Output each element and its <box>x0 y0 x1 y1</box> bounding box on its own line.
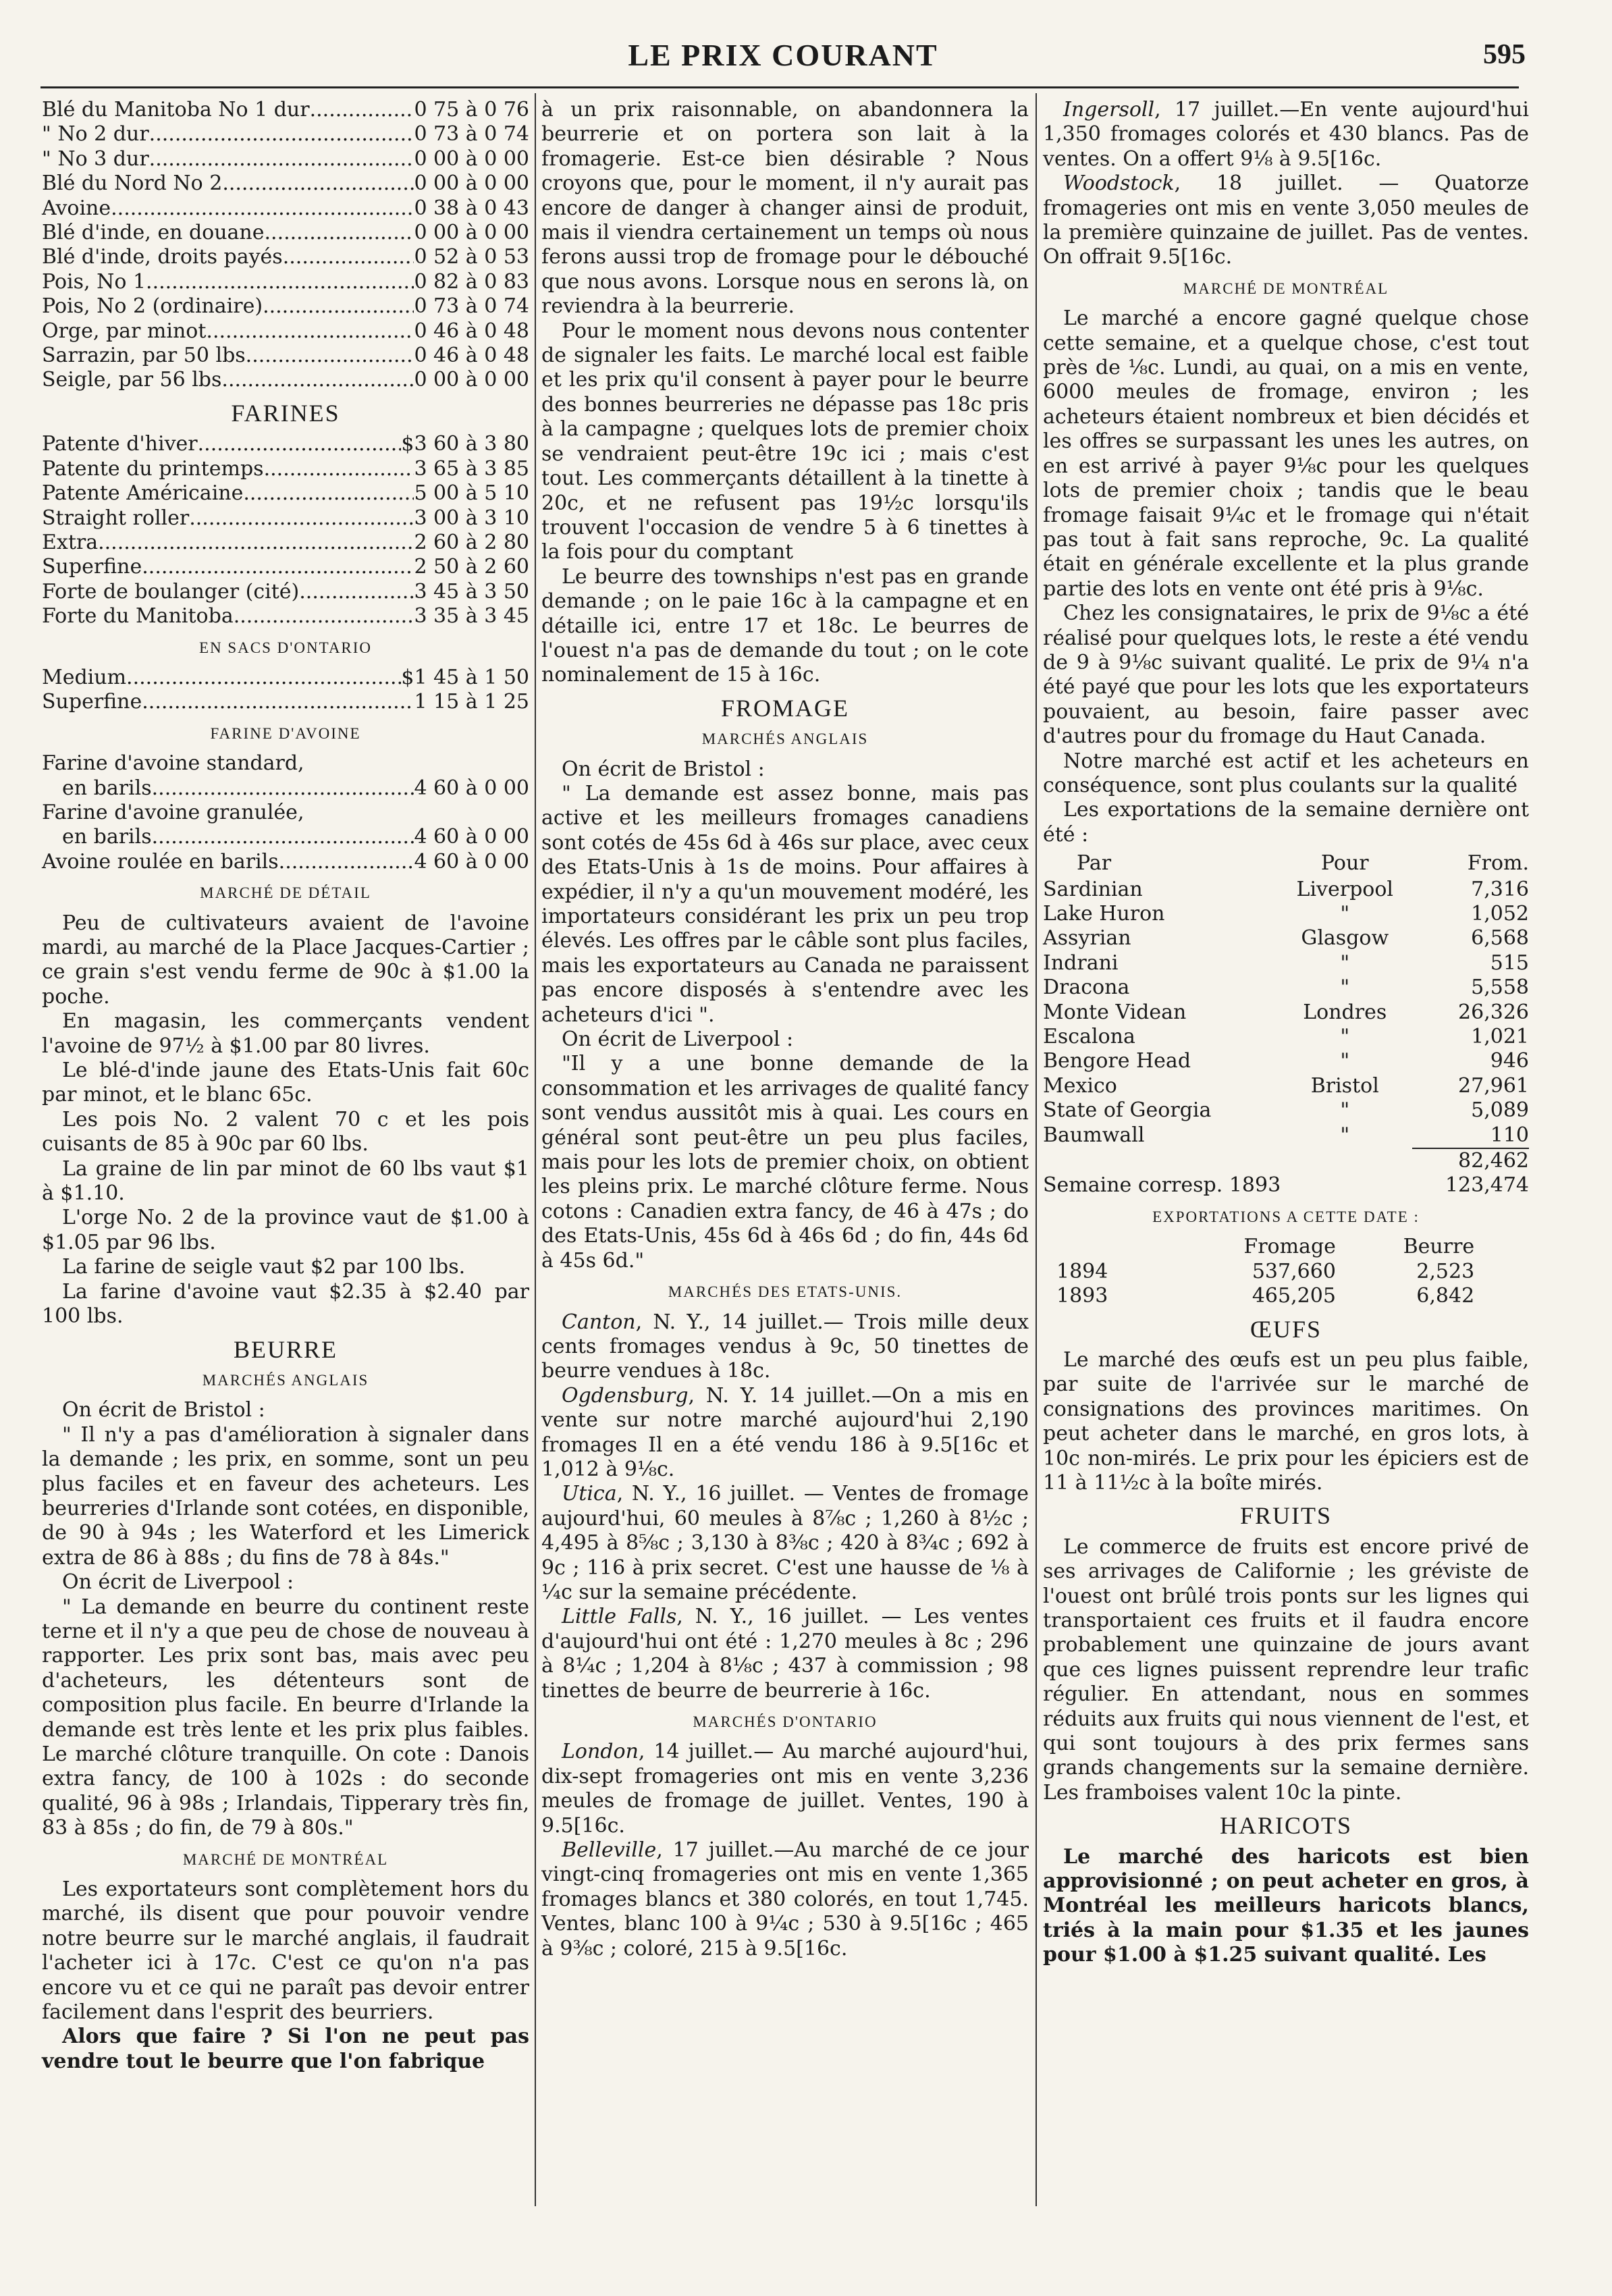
leader-dots <box>152 825 414 849</box>
destination: " <box>1340 1049 1350 1073</box>
quantity: 1,052 <box>1471 902 1529 926</box>
leader-dots <box>98 531 414 555</box>
leader-dots <box>310 98 414 122</box>
leader-dots <box>299 580 414 604</box>
place-name: Woodstock <box>1063 171 1175 196</box>
price-label: Blé d'inde, en douane <box>42 221 265 245</box>
market-report <box>541 1310 1029 1384</box>
price-value: 0 75 à 0 76 <box>414 98 529 122</box>
exports-table <box>1043 851 1529 1198</box>
price-value: 2 50 à 2 60 <box>414 555 529 579</box>
price-value: 0 38 à 0 43 <box>414 196 529 220</box>
table-header-row <box>1056 1235 1474 1259</box>
price-label: " No 3 dur <box>42 146 149 171</box>
sacks-price-list <box>42 666 529 715</box>
price-row <box>42 294 529 319</box>
price-row-label: Farine d'avoine granulée, <box>42 800 304 824</box>
place-name: London <box>562 1740 639 1764</box>
price-label: Superfine <box>42 690 142 714</box>
table-row <box>1043 902 1529 926</box>
leader-dots <box>111 196 414 221</box>
quantity: 110 <box>1490 1123 1529 1147</box>
subsection-title-detail: MARCHÉ DE DÉTAIL <box>200 884 371 902</box>
price-value: 0 46 à 0 48 <box>414 319 529 343</box>
price-label: Forte de boulanger (cité) <box>42 579 300 604</box>
price-label: Superfine <box>42 555 142 579</box>
section-title-oeufs: ŒUFS <box>1250 1315 1322 1343</box>
table-row <box>1043 878 1529 902</box>
ship-name: Lake Huron <box>1043 902 1165 926</box>
beurre-value: 2,523 <box>1416 1259 1475 1283</box>
paragraph: Les exportations de la semaine dernière ont été : <box>1043 798 1529 847</box>
price-label: Patente du printemps <box>42 456 264 481</box>
market-report <box>541 1838 1029 1961</box>
empty-cell <box>1043 1148 1277 1173</box>
ship-name: Mexico <box>1043 1073 1117 1098</box>
destination: " <box>1340 902 1350 926</box>
subsection-title-exportations-date: EXPORTATIONS A CETTE DATE : <box>1152 1208 1420 1225</box>
price-label: Avoine roulée en barils <box>42 849 279 874</box>
year: 1894 <box>1056 1259 1108 1283</box>
empty-cell <box>1277 1148 1412 1173</box>
destination: " <box>1340 1123 1350 1148</box>
section-title-beurre: BEURRE <box>233 1335 338 1363</box>
price-value: 2 60 à 2 80 <box>414 530 529 554</box>
grain-price-list <box>42 98 529 393</box>
quantity: 946 <box>1490 1049 1529 1073</box>
paragraph: Le marché a encore gagné quelque chose cette semaine, et a quelque chose, c'est tout près de ⅛c. Lundi, au quai, on a mis en vente, 6000 meules de fromage, environ ; les acheteurs étaient nombreux et bien décidés et les offres se surpassant les unes les autres, on en est arrivé à payer 9⅛c pour les quelques lots de premier choix ; tandis que le beau fromage faisait 9¼c et le fromage qui n'était pas tout à fait sans reproche, 9c. La qualité était en générale excellente et la plus grande partie des lots en vente ont été pris à 9⅛c. <box>1043 306 1529 601</box>
page-number: 595 <box>1483 39 1526 70</box>
subsection-title-avoine: FARINE D'AVOINE <box>210 724 361 742</box>
ship-name: Escalona <box>1043 1025 1135 1049</box>
column-header: From. <box>1467 851 1529 876</box>
destination: " <box>1340 1025 1350 1049</box>
market-report <box>1043 98 1529 171</box>
quantity: 6,568 <box>1471 926 1529 951</box>
place-name: Belleville <box>562 1838 657 1863</box>
quantity: 5,558 <box>1471 976 1529 1000</box>
page-title: LE PRIX COURANT <box>628 38 938 72</box>
paragraph: " Il n'y a pas d'amélioration à signaler dans la demande ; les prix, en somme, sont un peu plus faciles et en faveur des acheteurs. Les beurreries d'Irlande sont cotées, en disponible, de 90 à 94s ; les Waterford et les Limerick extra de 86 à 88s ; du fins de 78 à 84s." <box>42 1422 529 1570</box>
column-divider-1 <box>535 93 536 2206</box>
price-label: Avoine <box>42 196 111 220</box>
leader-dots <box>221 368 414 392</box>
table-row <box>1056 1260 1474 1284</box>
section-title-fruits: FRUITS <box>1239 1502 1333 1530</box>
table-row <box>1043 951 1529 976</box>
price-label: Pois, No 2 (ordinaire) <box>42 294 263 319</box>
subsection-title-ontario: MARCHÉS D'ONTARIO <box>693 1713 878 1730</box>
report-text: , N. Y., 16 juillet. — Les ventes d'aujourd'hui ont été : 1,270 meules à 8c ; 296 à 8¼c ; 1,204 à 8⅛c ; 437 à commission ; 98 tinettes de beurre de beurrerie à 16c. <box>541 1605 1029 1703</box>
paragraph: On écrit de Bristol : <box>562 757 765 781</box>
leader-dots <box>243 481 414 506</box>
price-row <box>42 171 529 196</box>
destination: " <box>1340 976 1350 1000</box>
price-row-label: Farine d'avoine standard, <box>42 751 304 776</box>
price-row <box>42 776 529 801</box>
place-name: Canton <box>562 1310 636 1334</box>
price-row <box>42 531 529 555</box>
column-3 <box>1043 98 1529 1968</box>
report-text: , 14 juillet.— Au marché aujourd'hui, dix-sept fromageries ont mis en vente 3,236 meules de fromage de juillet. Ventes, 190 à 9.5[16c. <box>541 1740 1029 1838</box>
price-value: 0 82 à 0 83 <box>414 269 529 294</box>
price-label: Straight roller <box>42 506 190 530</box>
leader-dots <box>152 776 414 801</box>
report-text: , 17 juillet.—Au marché de ce jour vingt-cinq fromageries ont mis en vente 1,365 fromages blancs et 380 colorés, en tout 1,745. Ventes, blanc 100 à 9¼c ; 530 à 9.5[16c ; 465 à 9⅜c ; coloré, 215 à 9.5[16c. <box>541 1838 1029 1960</box>
table-row <box>1043 1049 1529 1073</box>
header-rule <box>41 86 1519 88</box>
ship-name: Sardinian <box>1043 877 1143 901</box>
empty-cell <box>1056 1235 1156 1259</box>
price-label: Pois, No 1 <box>42 269 146 294</box>
paragraph: Le commerce de fruits est encore privé de ses arrivages de Californie ; les gréviste de l'ouest ont brûlé trois ponts sur les lignes qui transportaient ces fruits et il faudra encore probablement une quinzaine de jours avant que ces lignes puissent reprendre leur trafic régulier. En attendant, nous en sommes réduits aux fruits qui nous viennent de l'est, et qui sont toujours à des prix fermes sans grands changements sur la semaine dernière. Les framboises valent 10c la pinte. <box>1043 1534 1529 1805</box>
oatmeal-price-list <box>42 751 529 874</box>
market-report <box>541 1482 1029 1605</box>
price-row <box>42 850 529 874</box>
leader-dots <box>149 147 414 171</box>
paragraph: "Il y a une bonne demande de la consommation et les arrivages de qualité fancy sont vendus aussitôt mis à quai. Les cours en général sont peut-être un peu plus faciles, mais pour les lots de premier choix, on obtient les pleins prix. Le marché clôture ferme. Nous cotons : Canadien extra fancy, de 46 à 47s ; do des Etats-Unis, 45s 6d à 46s 6d ; do fin, 44s 6d à 45s 6d." <box>541 1052 1029 1273</box>
leader-dots <box>198 432 402 456</box>
price-row <box>42 122 529 146</box>
price-row <box>42 344 529 368</box>
leader-dots <box>189 506 414 531</box>
paragraph: Alors que faire ? Si l'on ne peut pas vendre tout le beurre que l'on fabrique <box>42 2025 529 2073</box>
destination: Glasgow <box>1301 926 1389 951</box>
leader-dots <box>283 245 414 269</box>
table-row <box>1043 1000 1529 1025</box>
price-label: Patente d'hiver <box>42 432 198 456</box>
subsection-title-beurre-montreal: MARCHÉ DE MONTRÉAL <box>182 1850 389 1868</box>
year: 1893 <box>1056 1284 1108 1308</box>
price-label: en barils <box>62 776 152 800</box>
price-label: en barils <box>62 825 152 849</box>
price-row <box>42 319 529 344</box>
ship-name: State of Georgia <box>1043 1098 1212 1123</box>
price-row <box>42 368 529 392</box>
page-header <box>41 37 1526 82</box>
ship-name: Assyrian <box>1043 926 1131 951</box>
price-row <box>42 506 529 531</box>
column-header: Pour <box>1320 851 1369 876</box>
ship-name: Dracona <box>1043 976 1130 1000</box>
paragraph: à un prix raisonnable, on abandonnera la beurrerie et on portera son lait à la fromagerie. Est-ce bien désirable ? Nous croyons que, pour le moment, il n'y aurait pas encore de danger à changer ainsi de produit, mais il viendra certainement un temps où nous ferons aussi trop de fromage pour le débouché que nous avons. Lorsque nous en serons là, on reviendra à la beurrerie. <box>541 98 1029 319</box>
paragraph: Notre marché est actif et les acheteurs en conséquence, sont plus coulants sur la qualité <box>1043 749 1529 797</box>
price-label: Blé d'inde, droits payés <box>42 245 283 269</box>
total-row <box>1043 1148 1529 1173</box>
price-row <box>42 432 529 456</box>
column-header: Fromage <box>1243 1235 1336 1259</box>
paragraph: Les pois No. 2 valent 70 c et les pois cuisants de 85 à 90c par 60 lbs. <box>42 1107 529 1156</box>
paragraph: Le beurre des townships n'est pas en grande demande ; on le paie 16c à la campagne et en détaille ici, entre 17 et 18c. Le beurres de l'ouest n'a pas de demande du tout ; on le cote nominalement de 15 à 16c. <box>541 564 1029 687</box>
leader-dots <box>279 850 414 874</box>
price-row <box>42 481 529 506</box>
price-label: Seigle, par 56 lbs <box>42 368 222 392</box>
price-value: 0 73 à 0 74 <box>414 294 529 319</box>
price-row <box>42 270 529 294</box>
paragraph: On écrit de Bristol : <box>62 1398 265 1422</box>
place-name: Little Falls <box>562 1605 677 1629</box>
leader-dots <box>264 457 414 481</box>
paragraph: Peu de cultivateurs avaient de l'avoine mardi, au marché de la Place Jacques-Cartier ; ce grain s'est vendu ferme de 90c à $1.00 la poche. <box>42 911 529 1009</box>
table-row <box>1043 1123 1529 1148</box>
destination: Liverpool <box>1296 877 1393 901</box>
price-label: Blé du Manitoba No 1 dur <box>42 98 310 122</box>
price-value: 0 00 à 0 00 <box>414 368 529 392</box>
paragraph: " La demande en beurre du continent reste terne et il n'y a que peu de chose de nouveau à rapporter. Les prix sont bas, mais avec peu d'acheteurs, les détenteurs sont de composition plus facile. En beurre d'Irlande la demande est très lente et les prix plus faibles. Le marché clôture tranquille. On cote : Danois extra fancy, de 100 à 102s : do seconde qualité, 96 à 98s ; Irlandais, Tipperary très fin, 83 à 85s ; do fin, de 79 à 80s." <box>42 1595 529 1840</box>
column-divider-2 <box>1036 93 1037 2206</box>
price-row <box>42 666 529 690</box>
price-value: 4 60 à 0 00 <box>414 776 529 800</box>
paragraph: Le marché des œufs est un peu plus faible, par suite de l'arrivée sur le marché de consignations des provinces maritimes. On peut acheter dans le marché, en gros lots, à 10c non-mirés. Le prix pour les épiciers est de 11 à 11½c à la boîte mirés. <box>1043 1347 1529 1495</box>
leader-dots <box>265 221 414 245</box>
paragraph: Chez les consignataires, le prix de 9⅛c a été réalisé pour quelques lots, le reste a été vendu de 9 à 9⅛c suivant qualité. Le prix de 9¼ n'a été payé que pour les lots que les exportateurs pouvaient, au besoin, faire passer avec d'autres pour du fromage du Haut Canada. <box>1043 602 1529 749</box>
leader-dots <box>222 171 414 196</box>
price-value: 4 60 à 0 00 <box>414 849 529 874</box>
quantity: 7,316 <box>1471 877 1529 901</box>
leader-dots <box>234 604 414 629</box>
leader-dots <box>263 294 414 319</box>
price-value: 0 73 à 0 74 <box>414 122 529 146</box>
destination: " <box>1340 951 1350 975</box>
price-value: 0 00 à 0 00 <box>414 171 529 196</box>
table-row <box>1043 1074 1529 1098</box>
report-text: , N. Y. 14 juillet.—On a mis en vente sur notre marché aujourd'hui 2,190 fromages Il en a été vendu 186 à 9.5[16c et 1,012 à 9⅛c. <box>541 1383 1029 1481</box>
report-text: , N. Y., 16 juillet. — Ventes de fromage aujourd'hui, 60 meules à 8⅞c ; 1,260 à 8½c ; 4,495 à 8⅝c ; 3,130 à 8⅜c ; 420 à 8¾c ; 692 à 9c ; 116 à prix secret. C'est une hausse de ⅛ à ¼c sur la semaine précédente. <box>541 1482 1029 1604</box>
ship-name: Indrani <box>1043 951 1119 975</box>
price-row <box>42 98 529 122</box>
fromage-value: 537,660 <box>1252 1259 1336 1283</box>
price-row <box>42 245 529 269</box>
price-label: Medium <box>42 665 127 689</box>
price-label: Forte du Manitoba <box>42 604 234 629</box>
market-report <box>1043 171 1529 270</box>
market-report <box>541 1384 1029 1483</box>
quantity: 515 <box>1490 951 1529 975</box>
destination: " <box>1340 1098 1350 1123</box>
paragraph: Les exportateurs sont complètement hors du marché, ils disent que pour pouvoir vendre notre beurre sur le marché anglais, il faudrait l'acheter ici à 17c. C'est ce qu'on n'a pas encore vu et ce qui ne paraît pas devoir entrer facilement dans l'esprit des beurriers. <box>42 1877 529 2025</box>
price-row <box>42 604 529 629</box>
price-row <box>42 457 529 481</box>
paragraph: L'orge No. 2 de la province vaut de $1.00 à $1.05 par 96 lbs. <box>42 1206 529 1254</box>
market-report <box>541 1605 1029 1703</box>
report-text: , N. Y., 14 juillet.— Trois mille deux cents fromages vendus à 9c, 50 tinettes de beurre vendues à 18c. <box>541 1310 1029 1383</box>
paragraph: En magasin, les commerçants vendent l'avoine de 97½ à $1.00 par 80 livres. <box>42 1009 529 1058</box>
place-name: Utica <box>562 1482 617 1506</box>
column-header: Par <box>1077 851 1112 876</box>
row-label: Semaine corresp. 1893 <box>1043 1173 1281 1198</box>
table-row <box>1043 976 1529 1000</box>
paragraph: La farine d'avoine vaut $2.35 à $2.40 par 100 lbs. <box>42 1279 529 1329</box>
table-row <box>1043 926 1529 951</box>
price-label: Orge, par minot <box>42 319 207 343</box>
quantity: 26,326 <box>1458 1000 1529 1024</box>
leader-dots <box>142 690 414 714</box>
destination: Bristol <box>1310 1073 1379 1098</box>
paragraph: On écrit de Liverpool : <box>62 1570 294 1595</box>
subsection-title-etats-unis: MARCHÉS DES ETATS-UNIS. <box>668 1283 903 1301</box>
price-label: Patente Américaine <box>42 481 244 506</box>
row-value: 123,474 <box>1445 1173 1529 1198</box>
leader-dots <box>246 344 414 368</box>
price-value: 4 60 à 0 00 <box>414 825 529 849</box>
ship-name: Baumwall <box>1043 1123 1145 1148</box>
table-header-row <box>1043 851 1529 877</box>
quantity: 5,089 <box>1471 1098 1529 1123</box>
quantity: 27,961 <box>1458 1073 1529 1098</box>
table-row <box>1043 1098 1529 1123</box>
leader-dots <box>126 666 401 690</box>
price-row <box>42 147 529 171</box>
column-header: Beurre <box>1403 1235 1475 1259</box>
exports-to-date-table <box>1056 1235 1474 1308</box>
leader-dots <box>142 555 414 579</box>
table-row <box>1056 1284 1474 1308</box>
price-value: 0 00 à 0 00 <box>414 221 529 245</box>
paragraph: La graine de lin par minot de 60 lbs vaut $1 à $1.10. <box>42 1156 529 1206</box>
price-value: $3 60 à 3 80 <box>401 432 529 456</box>
table-row <box>1043 1025 1529 1049</box>
section-title-haricots: HARICOTS <box>1219 1812 1353 1840</box>
price-row <box>42 555 529 579</box>
price-row <box>42 690 529 714</box>
previous-year-row <box>1043 1173 1529 1198</box>
subsection-title-sacs: EN SACS D'ONTARIO <box>198 639 373 656</box>
price-value: 1 15 à 1 25 <box>414 690 529 714</box>
ship-name: Bengore Head <box>1043 1049 1191 1073</box>
leader-dots <box>206 319 414 344</box>
paragraph: On écrit de Liverpool : <box>562 1027 794 1052</box>
market-report <box>541 1740 1029 1838</box>
destination: Londres <box>1303 1000 1387 1024</box>
total-value: 82,462 <box>1412 1148 1529 1173</box>
place-name: Ogdensburg <box>562 1383 689 1408</box>
price-value: 3 00 à 3 10 <box>414 506 529 530</box>
price-value: 0 46 à 0 48 <box>414 344 529 368</box>
price-value: 0 00 à 0 00 <box>414 146 529 171</box>
price-value: 3 65 à 3 85 <box>414 456 529 481</box>
price-row <box>42 196 529 221</box>
paragraph: Le blé-d'inde jaune des Etats-Unis fait 60c par minot, et le blanc 65c. <box>42 1059 529 1107</box>
paragraph: " La demande est assez bonne, mais pas active et les meilleurs fromages canadiens sont cotés de 45s 6d à 46s sur place, avec ceux des Etats-Unis à 1s de moins. Pour affaires à expédier, il n'y a qu'un mouvement modéré, les importateurs considérant les prix un peu trop élevés. Les offres par le câble sont plus faciles, mais les exportateurs au Canada ne paraissent pas encore disposés à s'entendre avec les acheteurs d'ici ". <box>541 781 1029 1027</box>
price-value: 3 45 à 3 50 <box>414 579 529 604</box>
price-value: 5 00 à 5 10 <box>414 481 529 506</box>
paragraph: Le marché des haricots est bien approvisionné ; on peut acheter en gros, à Montréal les meilleurs haricots blancs, triés à la main pour $1.35 et les jaunes pour $1.00 à $1.25 suivant qualité. Les <box>1043 1844 1529 1967</box>
column-2 <box>541 98 1029 1961</box>
price-row <box>42 580 529 604</box>
beurre-value: 6,842 <box>1416 1284 1475 1308</box>
price-row <box>42 825 529 849</box>
price-value: 3 35 à 3 45 <box>414 604 529 629</box>
price-label: Sarrazin, par 50 lbs <box>42 344 246 368</box>
price-label: " No 2 dur <box>42 122 149 146</box>
price-label: Extra <box>42 530 99 554</box>
price-row <box>42 221 529 245</box>
leader-dots <box>149 122 414 146</box>
ship-name: Monte Videan <box>1043 1000 1187 1024</box>
subsection-title-beurre-anglais: MARCHÉS ANGLAIS <box>202 1371 369 1389</box>
subsection-title-fromage-anglais: MARCHÉS ANGLAIS <box>701 730 869 748</box>
flour-price-list <box>42 432 529 629</box>
report-text: , 17 juillet.—En vente aujourd'hui 1,350 fromages colorés et 430 blancs. Pas de ventes. On a offert 9⅛ à 9.5[16c. <box>1043 98 1529 171</box>
column-1 <box>42 98 529 2074</box>
price-value: 0 52 à 0 53 <box>414 245 529 269</box>
fromage-value: 465,205 <box>1252 1284 1336 1308</box>
section-title-farines: FARINES <box>231 399 340 427</box>
paragraph: Pour le moment nous devons nous contenter de signaler les faits. Le marché local est faible et les prix qu'il consent à payer pour le beurre des bonnes beurreries ne dépasse pas 18c pris à la campagne ; quelques lots de premier choix se vendraient peut-être 19c ici ; mais c'est tout. Les commerçants détaillent à la tinette à 20c, et ne refusent pas 19½c lorsqu'ils trouvent l'occasion de vendre 5 à 6 tinettes à la fois pour du comptant <box>541 319 1029 564</box>
report-text: , 18 juillet. — Quatorze fromageries ont mis en vente 3,050 meules de la première quinzaine de juillet. Pas de ventes. On offrait 9.5[16c. <box>1043 171 1529 269</box>
price-value: $1 45 à 1 50 <box>401 665 529 689</box>
subsection-title-fromage-montreal: MARCHÉ DE MONTRÉAL <box>1183 279 1389 297</box>
price-label: Blé du Nord No 2 <box>42 171 223 196</box>
section-title-fromage: FROMAGE <box>720 694 850 722</box>
paragraph: La farine de seigle vaut $2 par 100 lbs. <box>62 1255 466 1279</box>
place-name: Ingersoll <box>1063 98 1155 122</box>
leader-dots <box>146 270 414 294</box>
quantity: 1,021 <box>1471 1025 1529 1049</box>
